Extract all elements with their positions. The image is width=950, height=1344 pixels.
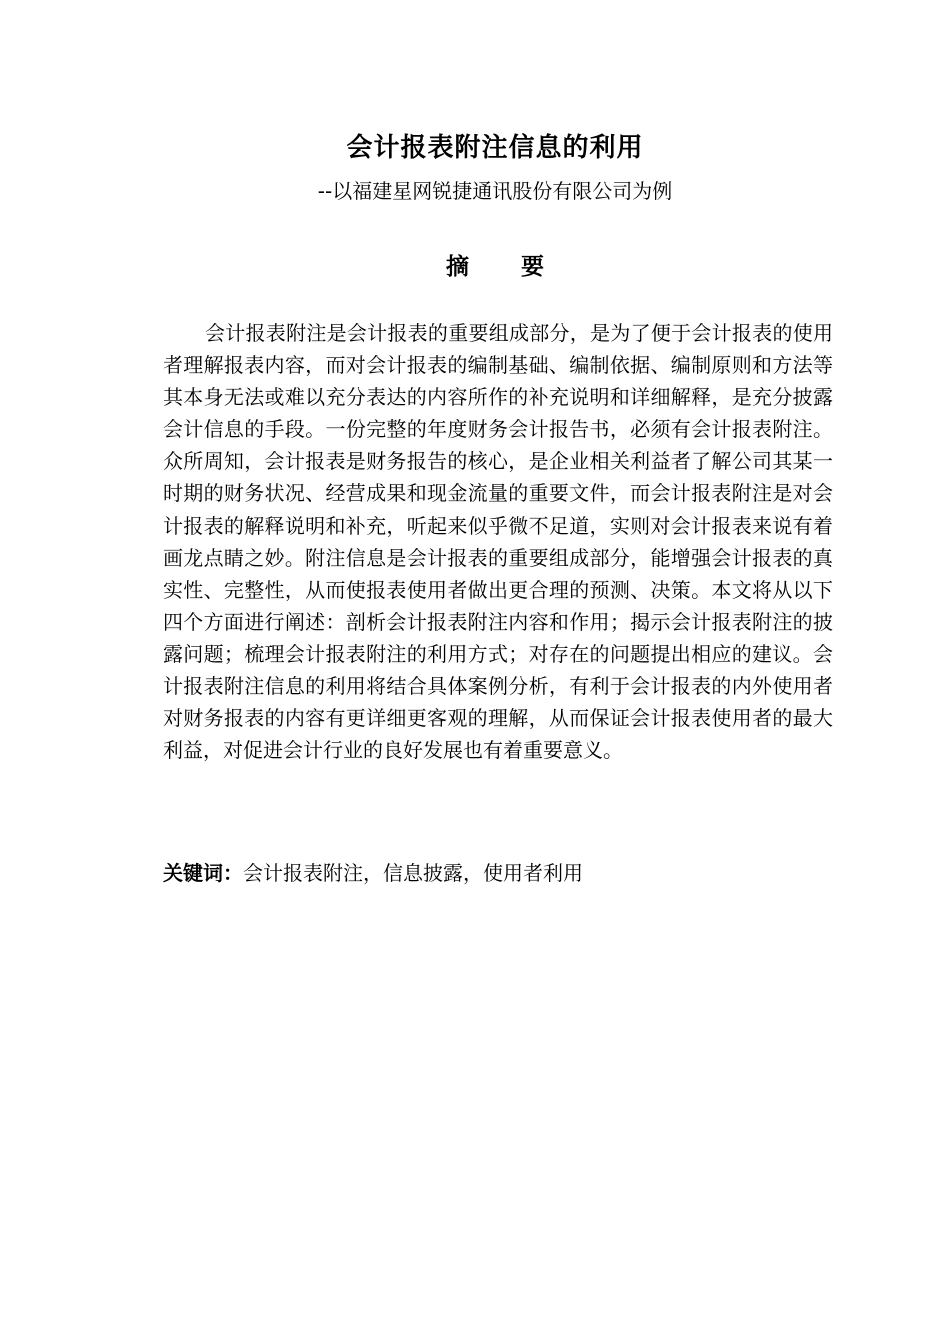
document-subtitle: --以福建星网锐捷通讯股份有限公司为例 bbox=[317, 179, 673, 203]
document-title: 会计报表附注信息的利用 bbox=[346, 133, 644, 163]
keywords-value: 会计报表附注，信息披露，使用者利用 bbox=[243, 861, 583, 885]
keywords-line bbox=[163, 858, 833, 889]
abstract-body: 会计报表附注是会计报表的重要组成部分，是为了便于会计报表的使用者理解报表内容，而对会计报表的编制基础、编制依据、编制原则和方法等其本身无法或难以充分表达的内容所作的补充说明和详细解释，是充分披露会计信息的手段。一份完整的年度财务会计报告书，必须有会计报表附注。众所周知，会计报表是财务报告的核心，是企业相关利益者了解公司其某一时期的财务状况、经营成果和现金流量的重要文件，而会计报表附注是对会计报表的解释说明和补充，听起来似乎微不足道，实则对会计报表来说有着画龙点睛之妙。附注信息是会计报表的重要组成部分，能增强会计报表的真实性、完整性，从而使报表使用者做出更合理的预测、决策。本文将从以下四个方面进行阐述：剖析会计报表附注内容和作用；揭示会计报表附注的披露问题；梳理会计报表附注的利用方式；对存在的问题提出相应的建议。会计报表附注信息的利用将结合具体案例分析，有利于会计报表的内外使用者对财务报表的内容有更详细更客观的理解，从而保证会计报表使用者的最大利益，对促进会计行业的良好发展也有着重要意义。 bbox=[163, 321, 833, 763]
keywords-label: 关键词： bbox=[163, 861, 243, 885]
abstract-heading: 摘要 bbox=[446, 254, 596, 280]
